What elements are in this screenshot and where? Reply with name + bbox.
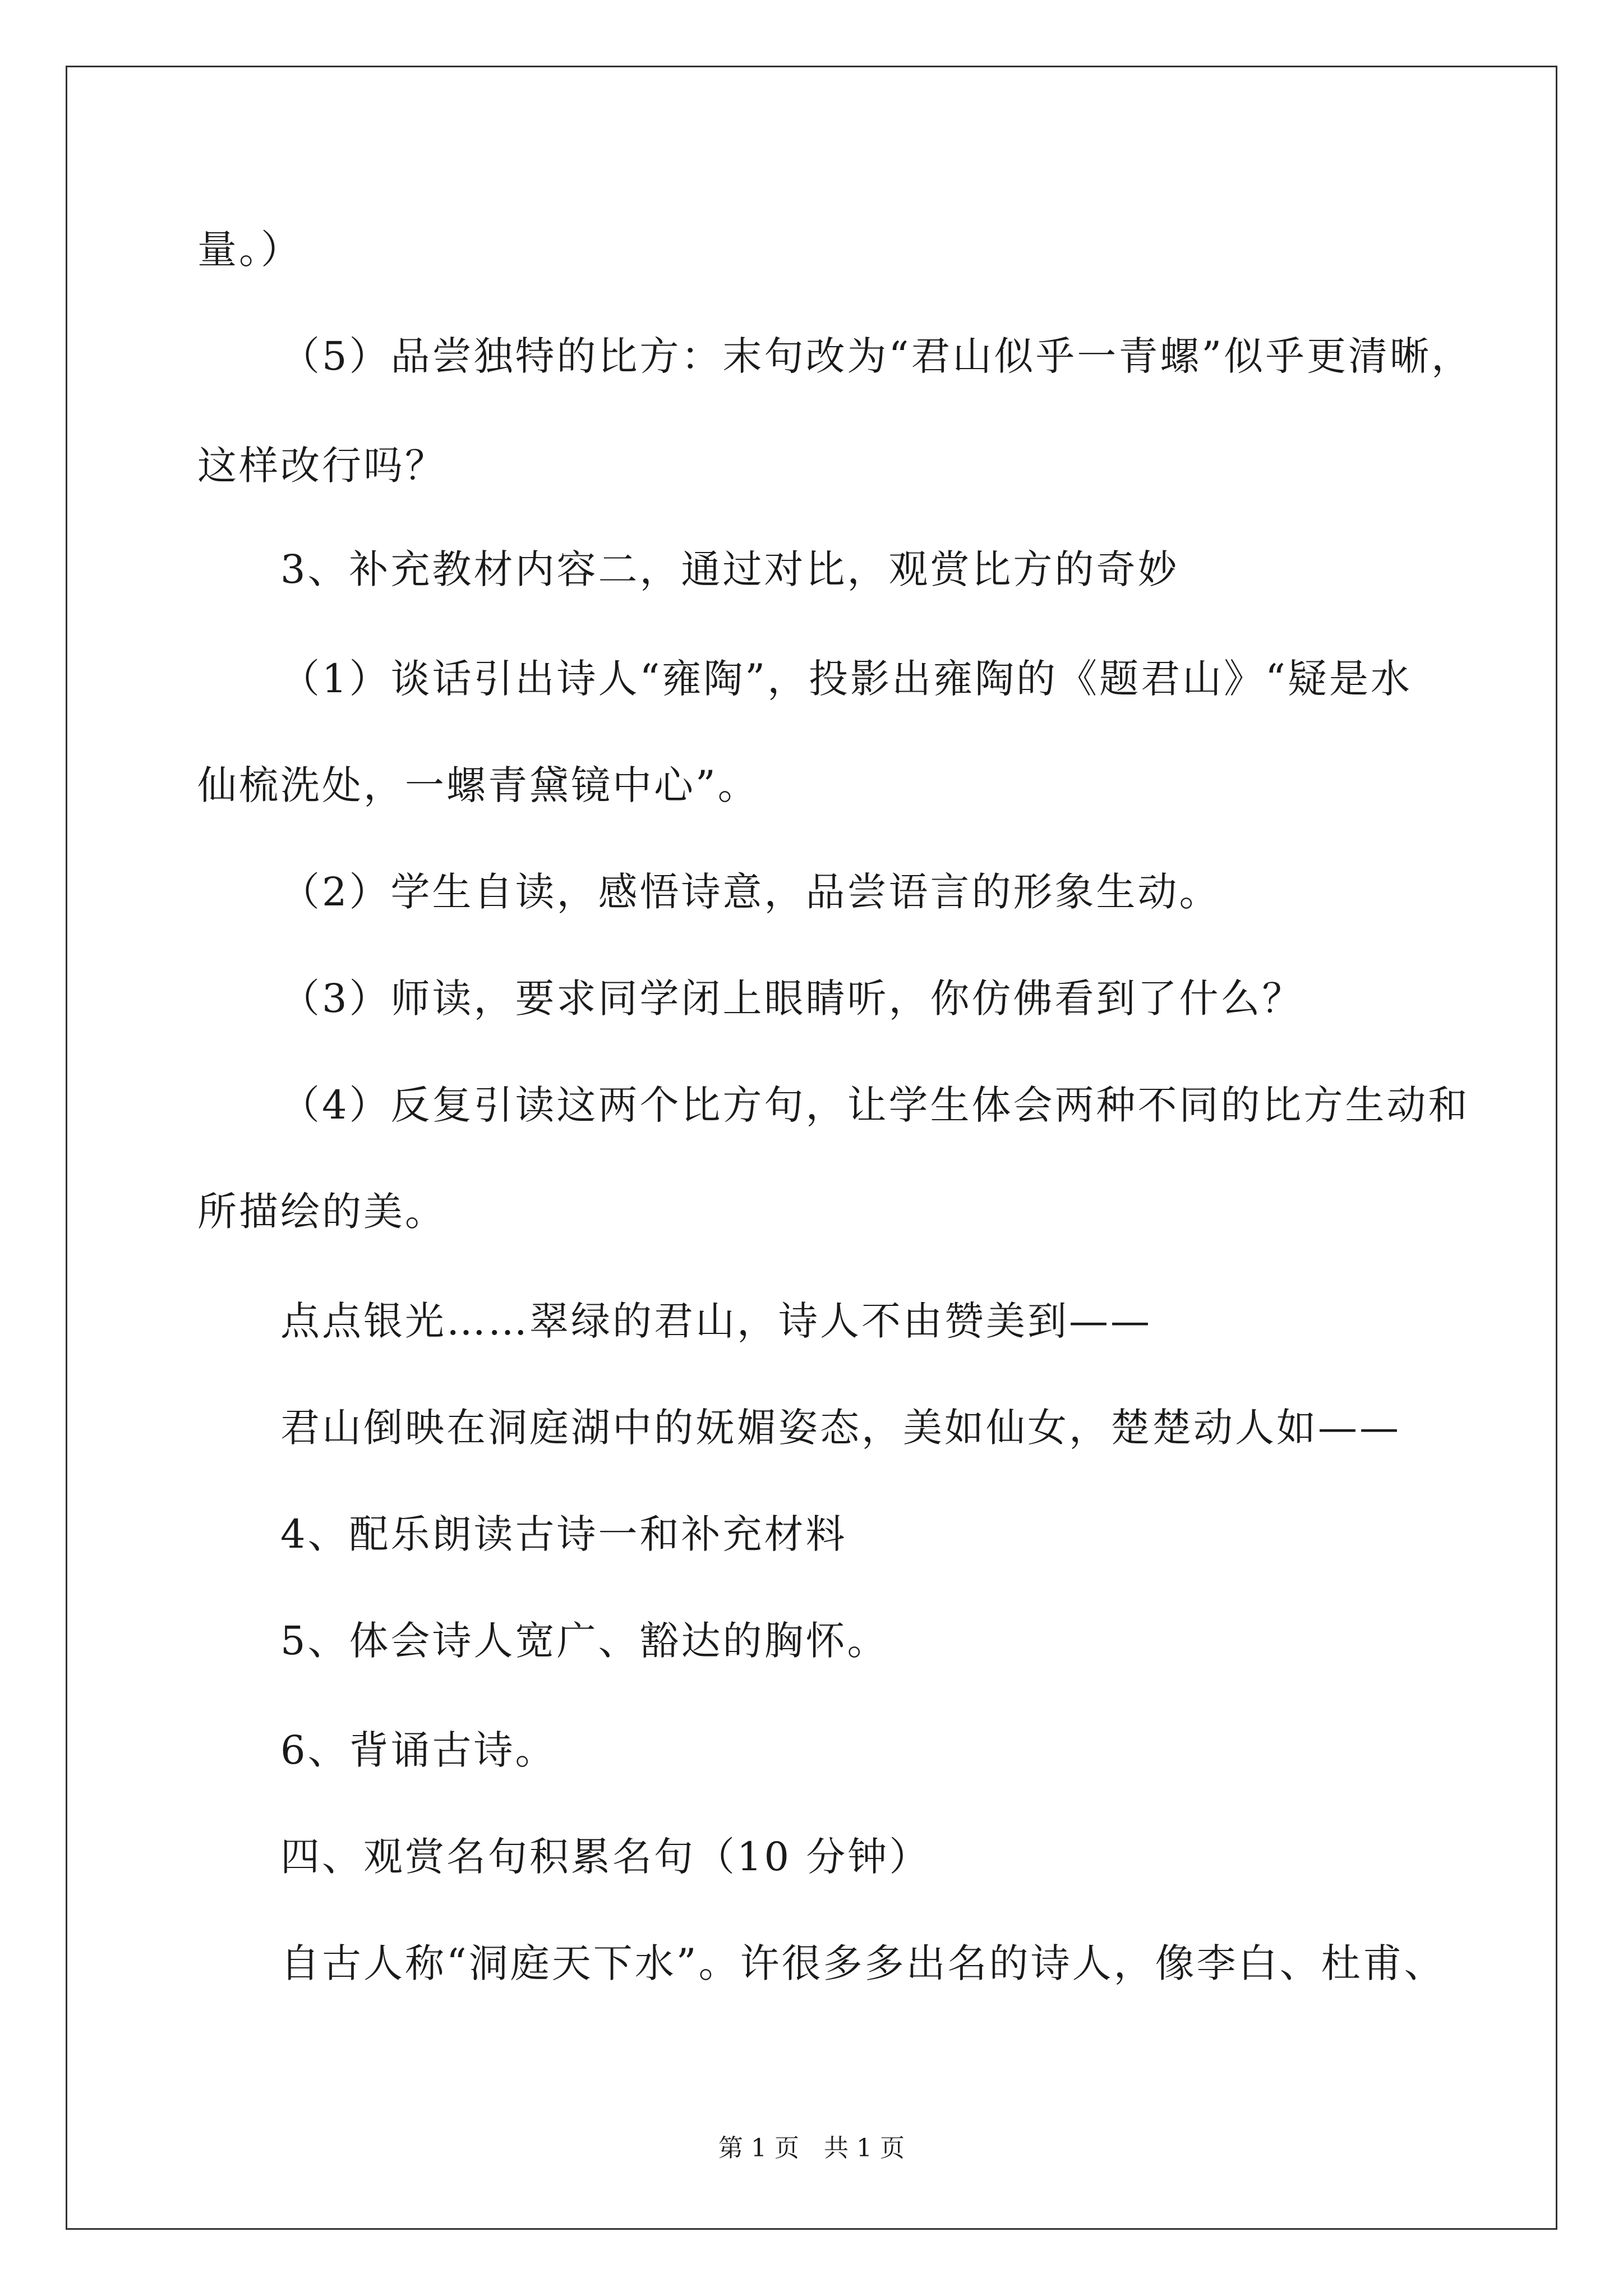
text-line-3: 这样改行吗？ [197, 443, 446, 489]
text-line-4: 3、补充教材内容二，通过对比，观赏比方的奇妙 [280, 546, 1179, 592]
text-line-12: 君山倒映在洞庭湖中的妩媚姿态，美如仙女，楚楚动人如—— [280, 1405, 1401, 1451]
page-footer: 第 1 页 共 1 页 [718, 2134, 905, 2162]
text-line-5: （1）谈话引出诗人“雍陶”，投影出雍陶的《题君山》“疑是水 [280, 656, 1412, 702]
text-line-8: （3）师读，要求同学闭上眼睛听，你仿佛看到了什么？ [280, 976, 1304, 1022]
text-line-6: 仙梳洗处，一螺青黛镜中心”。 [197, 762, 759, 808]
text-line-11: 点点银光……翠绿的君山，诗人不由赞美到—— [280, 1298, 1152, 1344]
text-line-16: 四、观赏名句积累名句（10 分钟） [280, 1834, 931, 1880]
text-line-2: （5）品尝独特的比方：末句改为“君山似乎一青螺”似乎更清晰， [280, 333, 1473, 379]
text-line-17: 自古人称“洞庭天下水”。许很多多出名的诗人，像李白、杜甫、 [280, 1940, 1446, 1986]
text-line-14: 5、体会诗人宽广、豁达的胸怀。 [280, 1618, 889, 1664]
text-line-10: 所描绘的美。 [197, 1189, 446, 1235]
text-line-13: 4、配乐朗读古诗一和补充材料 [280, 1511, 847, 1557]
text-line-1: 量。） [197, 227, 302, 273]
text-line-7: （2）学生自读，感悟诗意，品尝语言的形象生动。 [280, 869, 1221, 915]
text-line-9: （4）反复引读这两个比方句，让学生体会两种不同的比方生动和 [280, 1082, 1470, 1128]
page-border [66, 66, 1557, 2230]
text-line-15: 6、背诵古诗。 [280, 1727, 557, 1773]
